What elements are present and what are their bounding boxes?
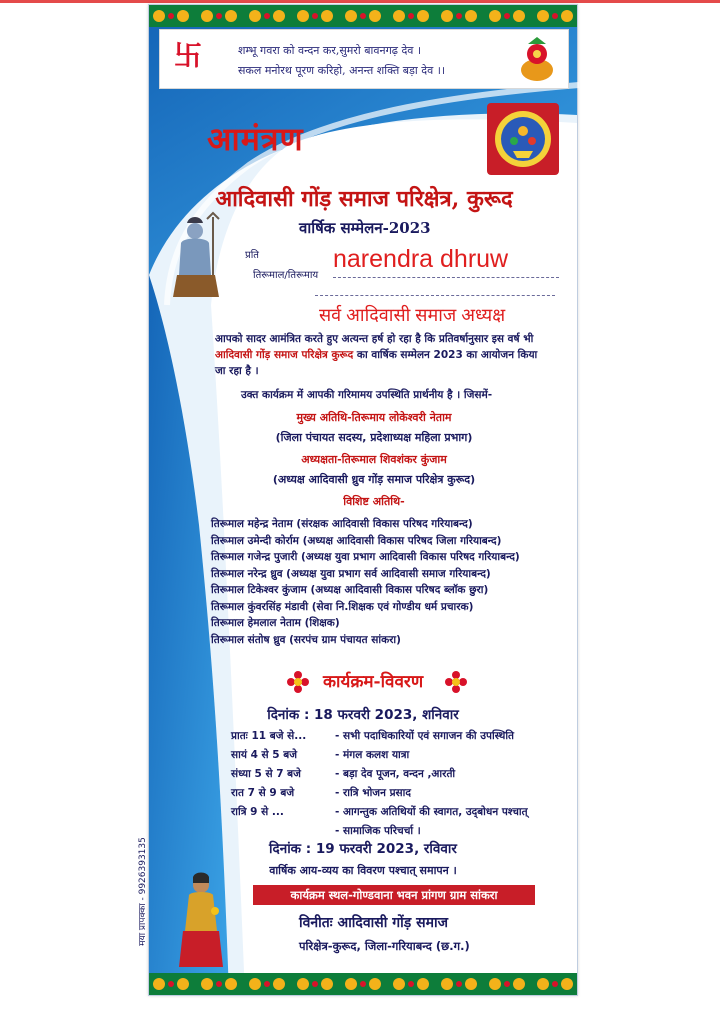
paragraph-line-1: आपको सादर आमंत्रित करते हुए अत्यन्त हर्ष हो रहा है कि प्रतिवर्षानुसार इस वर्ष भी xyxy=(215,333,534,345)
program-intro: उक्त कार्यक्रम में आपकी गरिमामय उपस्थिति प्रार्थनीय है । जिसमें- xyxy=(241,389,493,401)
flower-icon xyxy=(445,671,467,693)
venue-banner: कार्यक्रम स्थल-गोण्डवाना भवन प्रांगण ग्राम सांकरा xyxy=(253,885,535,905)
table-row xyxy=(231,729,571,748)
list-item: तिरूमाल उमेन्दी कोर्राम (अध्यक्ष आदिवासी विकास परिषद जिला गरियाबन्द) xyxy=(211,534,502,547)
list-item: तिरूमाल गजेन्द्र पुजारी (अध्यक्ष युवा प्रभाग आदिवासी विकास परिषद गरियाबन्द) xyxy=(211,551,520,563)
list-item: तिरूमाल हेमलाल नेताम (शिक्षक) xyxy=(211,617,340,629)
schedule-activity: - मंगल कलश यात्रा xyxy=(335,749,410,761)
day1-date: दिनांक : 18 फरवरी 2023, शनिवार xyxy=(267,707,459,723)
top-red-line xyxy=(0,0,720,3)
woman-illustration xyxy=(177,871,225,967)
schedule-activity: - सभी पदाधिकारियों एवं सगाजन की उपस्थिति xyxy=(335,730,515,742)
schedule-activity: - आगन्तुक अतिथियों की स्वागत, उद्‌बोधन पश्चात् xyxy=(335,806,528,818)
to-label: प्रति xyxy=(245,250,259,261)
signature-line-1: विनीतः आदिवासी गोंड़ समाज xyxy=(299,915,448,931)
list-item: तिरूमाल नरेन्द्र ध्रुव (अध्यक्ष युवा प्रभाग सर्व आदिवासी समाज गरियाबन्द) xyxy=(211,567,491,580)
list-item: तिरूमाल महेन्द्र नेताम (संरक्षक आदिवासी विकास परिषद गरियाबन्द) xyxy=(211,518,473,530)
day2-description: वार्षिक आय-व्यय का विवरण पश्चात् समापन । xyxy=(269,864,457,877)
table-row xyxy=(231,786,571,805)
list-item: तिरूमाल कुंवरसिंह मंडावी (सेवा नि.शिक्षक एवं गोण्डीय धर्म प्रचारक) xyxy=(211,600,474,613)
flower-icon xyxy=(287,671,309,693)
chief-guest-label: मुख्य अतिथि-तिरूमाय लोकेश्वरी नेताम xyxy=(296,411,452,424)
invite-heading: आमंत्रण xyxy=(207,120,304,158)
name-label: तिरूमाल/तिरूमाय xyxy=(253,270,319,281)
table-row xyxy=(231,805,571,824)
list-item: तिरूमाल संतोष ध्रुव (सरपंच ग्राम पंचायत सांकरा) xyxy=(211,633,401,646)
schedule-activity: - सामाजिक परिचर्चा । xyxy=(335,825,421,837)
invocation-line-2: सकल मनोरथ पूरण करिहो, अनन्त शक्ति बड़ा देव ।। xyxy=(238,64,446,77)
swastik-icon: 卐 xyxy=(174,39,203,72)
paragraph-line-3: जा रहा है । xyxy=(215,365,259,377)
schedule-time: रात 7 से 9 बजे xyxy=(231,787,295,799)
ganesh-kalash-icon xyxy=(514,36,560,82)
society-logo xyxy=(487,103,559,175)
organization-highlight: आदिवासी गोंड़ समाज परिक्षेत्र कुरूद xyxy=(215,349,354,361)
schedule-time: रात्रि 9 से ... xyxy=(231,806,284,818)
invocation-line-1: शम्भू गवरा को वन्दन कर,सुमरो बावनगढ़ देव । xyxy=(238,44,422,57)
designation-line xyxy=(315,295,555,296)
shiva-illustration xyxy=(169,213,229,297)
name-line xyxy=(333,277,559,278)
chairperson-description: (अध्यक्ष आदिवासी ध्रुव गोंड़ समाज परिक्षेत्र कुरूद) xyxy=(272,473,476,486)
chief-guest-description: (जिला पंचायत सदस्य, प्रदेशाध्यक्ष महिला प्रभाग) xyxy=(275,431,473,444)
day2-date: दिनांक : 19 फरवरी 2023, रविवार xyxy=(269,841,457,857)
schedule-activity: - बड़ा देव पूजन, वन्दन ,आरती xyxy=(335,768,456,780)
table-row xyxy=(231,767,571,786)
invocation-box xyxy=(159,29,569,89)
program-heading: कार्यक्रम-विवरण xyxy=(323,672,424,692)
organization-title: आदिवासी गोंड़ समाज परिक्षेत्र, कुरूद xyxy=(215,186,513,212)
invitation-card xyxy=(137,4,578,996)
special-guest-list xyxy=(211,517,571,649)
recipient-name: narendra dhruw xyxy=(333,245,509,273)
invitation-paragraph xyxy=(215,331,567,379)
schedule-time: सायं 4 से 5 बजे xyxy=(231,749,298,761)
printer-credit: मया प्रापक्का - 9926393135 xyxy=(137,837,148,946)
paragraph-line-2 xyxy=(215,347,567,363)
bottom-floral-border xyxy=(149,973,577,995)
schedule-time: संध्या 5 से 7 बजे xyxy=(231,768,301,780)
event-title: वार्षिक सम्मेलन-2023 xyxy=(299,219,431,237)
special-guests-label: विशिष्ट अतिथि- xyxy=(343,495,405,508)
chairperson-label: अध्यक्षता-तिरूमाल शिवशंकर कुंजाम xyxy=(301,453,447,466)
schedule-activity: - रात्रि भोजन प्रसाद xyxy=(335,787,411,799)
top-floral-border xyxy=(149,5,577,27)
table-row xyxy=(231,748,571,767)
schedule-table xyxy=(231,729,571,843)
list-item: तिरूमाल टिकेश्वर कुंजाम (अध्यक्ष आदिवासी विकास परिषद ब्लॉक छुरा) xyxy=(211,584,489,596)
signature-line-2: परिक्षेत्र-कुरूद, जिला-गरियाबन्द (छ.ग.) xyxy=(299,939,470,953)
recipient-designation: सर्व आदिवासी समाज अध्यक्ष xyxy=(319,305,506,325)
paragraph-line-2-rest: का वार्षिक सम्मेलन 2023 का आयोजन किया xyxy=(353,349,538,361)
schedule-time: प्रातः 11 बजे से... xyxy=(231,730,307,742)
